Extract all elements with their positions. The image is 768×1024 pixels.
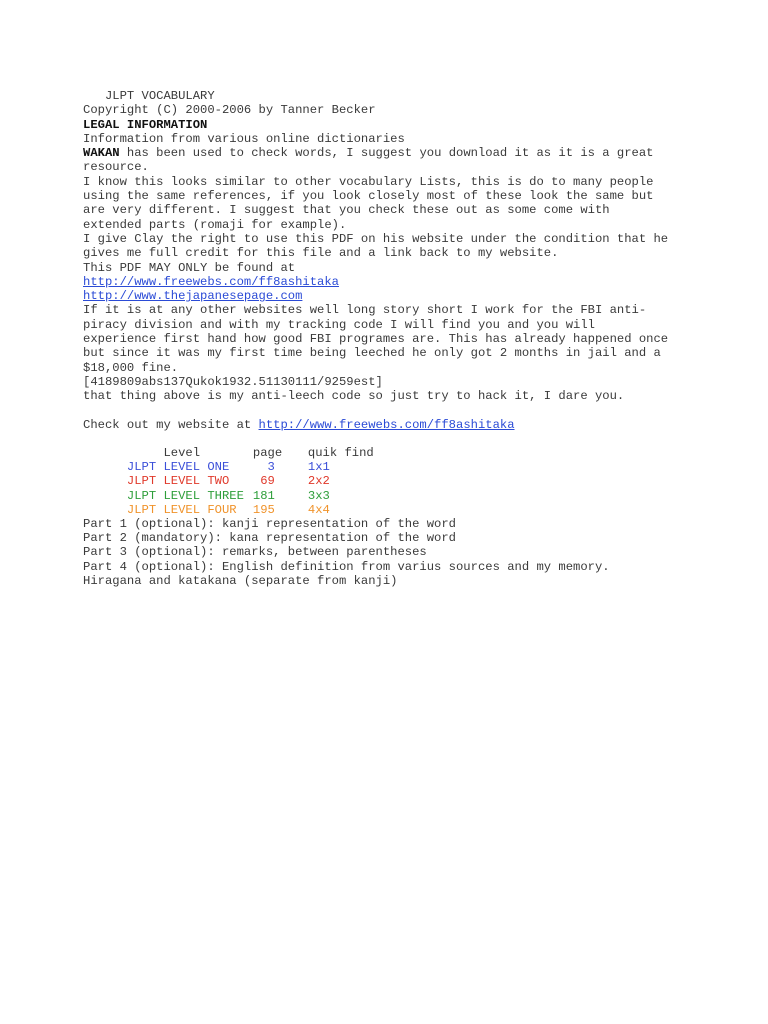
wakan-line (83, 146, 723, 160)
info-line: Information from various online dictionaries (83, 131, 405, 146)
wakan-word: WAKAN (83, 146, 120, 161)
para2-line: I give Clay the right to use this PDF on his website under the condition that he (83, 231, 669, 246)
part-line: Part 3 (optional): remarks, between parentheses (83, 545, 427, 560)
level-find: 4x4 (307, 502, 330, 517)
part-line: Part 1 (optional): kanji representation of the word (83, 516, 456, 531)
para1-line: using the same references, if you look closely most of these look the same but (83, 189, 654, 204)
para3-line: piracy division and with my tracking code I will find you and you will (83, 317, 595, 332)
part-line: Hiragana and katakana (separate from kanji) (83, 574, 398, 589)
level-name: JLPT LEVEL THREE (126, 488, 244, 503)
page-header: page (252, 446, 283, 461)
para3-line: experience first hand how good FBI programes are. This has already happened once (83, 332, 669, 347)
level-table-header (83, 432, 723, 461)
level-find: 3x3 (307, 488, 330, 503)
para1-line: extended parts (romaji for example). (83, 217, 347, 232)
level-name: JLPT LEVEL TWO (126, 474, 230, 489)
wakan-line-2: resource. (83, 160, 149, 175)
wakan-text: has been used to check words, I suggest you download it as it is a great (119, 146, 654, 161)
level-name: JLPT LEVEL ONE (126, 460, 230, 475)
level-page: 181 (252, 488, 275, 503)
para1-line: are very different. I suggest that you check these out as some come with (83, 203, 610, 218)
document-page (83, 89, 723, 588)
para2-line: This PDF MAY ONLY be found at (83, 260, 296, 275)
level-find: 1x1 (307, 460, 330, 475)
para2-line: gives me full credit for this file and a link back to my website. (83, 246, 559, 261)
level-find: 2x2 (307, 474, 330, 489)
website-link[interactable]: http://www.freewebs.com/ff8ashitaka (258, 417, 515, 432)
level-header: Level (126, 446, 201, 461)
copyright-line: Copyright (C) 2000-2006 by Tanner Becker (83, 103, 376, 118)
para3-line: $18,000 fine. (83, 360, 179, 375)
find-header: quik find (307, 446, 374, 461)
website-line (83, 418, 723, 432)
part-line: Part 4 (optional): English definition from varius sources and my memory. (83, 559, 610, 574)
freewebs-link[interactable]: http://www.freewebs.com/ff8ashitaka (83, 274, 339, 289)
para1-line: I know this looks similar to other vocabulary Lists, this is do to many people (83, 174, 654, 189)
level-page: 195 (252, 502, 275, 517)
level-name: JLPT LEVEL FOUR (126, 502, 237, 517)
japanesepage-link[interactable]: http://www.thejapanesepage.com (83, 289, 303, 304)
document-title: JLPT VOCABULARY (83, 89, 215, 103)
level-page: 69 (252, 474, 275, 489)
legal-heading: LEGAL INFORMATION (83, 117, 208, 132)
spacer (83, 404, 723, 418)
anti-leech-code: [4189809abs137Qukok1932.51130111/9259est] (83, 374, 383, 389)
part-line: Part 2 (mandatory): kana representation of the word (83, 531, 456, 546)
website-prefix: Check out my website at (83, 417, 259, 432)
level-table (83, 432, 723, 517)
level-page: 3 (252, 460, 275, 475)
para3-line: If it is at any other websites well long story short I work for the FBI anti- (83, 303, 647, 318)
para3-line: that thing above is my anti-leech code so just try to hack it, I dare you. (83, 389, 625, 404)
para3-line: but since it was my first time being leeched he only got 2 months in jail and a (83, 346, 661, 361)
